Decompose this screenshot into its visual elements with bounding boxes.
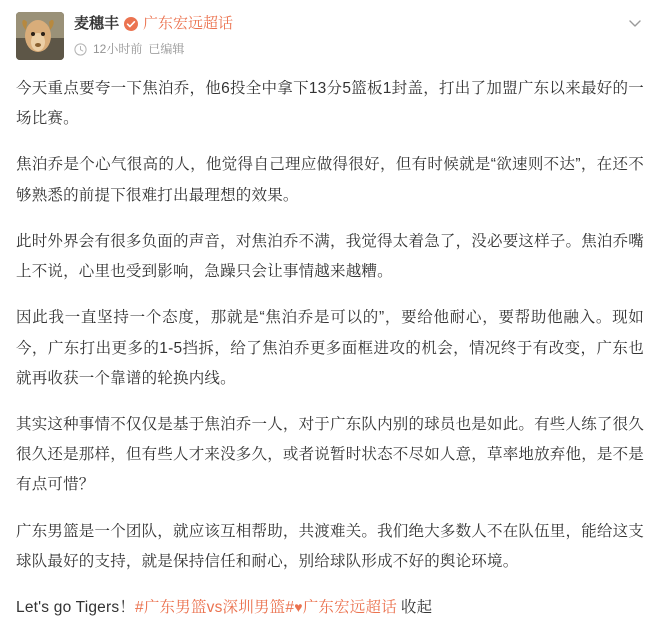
collapse-button[interactable]: 收起 [400,599,433,617]
verified-badge-icon [124,17,138,31]
avatar[interactable] [16,12,64,60]
hashtag-link[interactable]: #广东男篮vs深圳男篮# [135,599,295,617]
author-row [74,14,644,34]
avatar-image [16,12,64,60]
heart-icon: ♥ [294,599,303,616]
post-edited-label: 已编辑 [148,42,185,56]
footer-topic-link[interactable]: 广东宏远超话 [302,599,397,617]
post-paragraph: 焦泊乔是个心气很高的人，他觉得自己理应做得很好，但有时候就是“欲速则不达”，在还不够熟悉的前提下很难打出最理想的效果。 [16,156,644,204]
post-paragraph: 因此我一直坚持一个态度，那就是“焦泊乔是可以的”，要给他耐心，要帮助他融入。现如今，广东打出更多的1-5挡拆，给了焦泊乔更多面框进攻的机会，情况终于有改变，广东也就再收获一个靠谱的轮换内线。 [16,309,644,387]
post-content [16,74,644,623]
post-timestamp: 12小时前 [93,42,143,56]
post-header-text [74,12,644,57]
author-topic-link[interactable]: 广东宏远超话 [143,15,234,32]
chevron-down-icon [626,14,644,32]
post-meta [74,41,644,57]
post-header [16,12,644,60]
post-paragraph: 广东男篮是一个团队，就应该互相帮助，共渡难关。我们绝大多数人不在队伍里，能给这支球队最好的支持，就是保持信任和耐心，别给球队形成不好的舆论环境。 [16,522,645,570]
post-paragraph: 其实这种事情不仅仅是基于焦泊乔一人，对于广东队内别的球员也是如此。有些人练了很久很久还是那样，但有些人才来没多久，或者说暂时状态不尽如人意，草率地放弃他，是不是有点可惜？ [16,415,645,494]
author-name[interactable]: 麦穗丰 [74,15,120,32]
post-paragraph: 此时外界会有很多负面的声音，对焦泊乔不满，我觉得太着急了，没必要这样子。焦泊乔嘴上不说，心里也受到影响，急躁只会让事情越来越糟。 [16,232,645,281]
cheer-text: Let's go Tigers！ [16,599,136,617]
clock-icon [74,43,87,56]
post-footer-line [16,593,644,622]
post-more-menu-button[interactable] [626,14,644,32]
post-paragraph: 今天重点要夸一下焦泊乔，他6投全中拿下13分5篮板1封盖，打出了加盟广东以来最好的一场比赛。 [16,80,644,128]
